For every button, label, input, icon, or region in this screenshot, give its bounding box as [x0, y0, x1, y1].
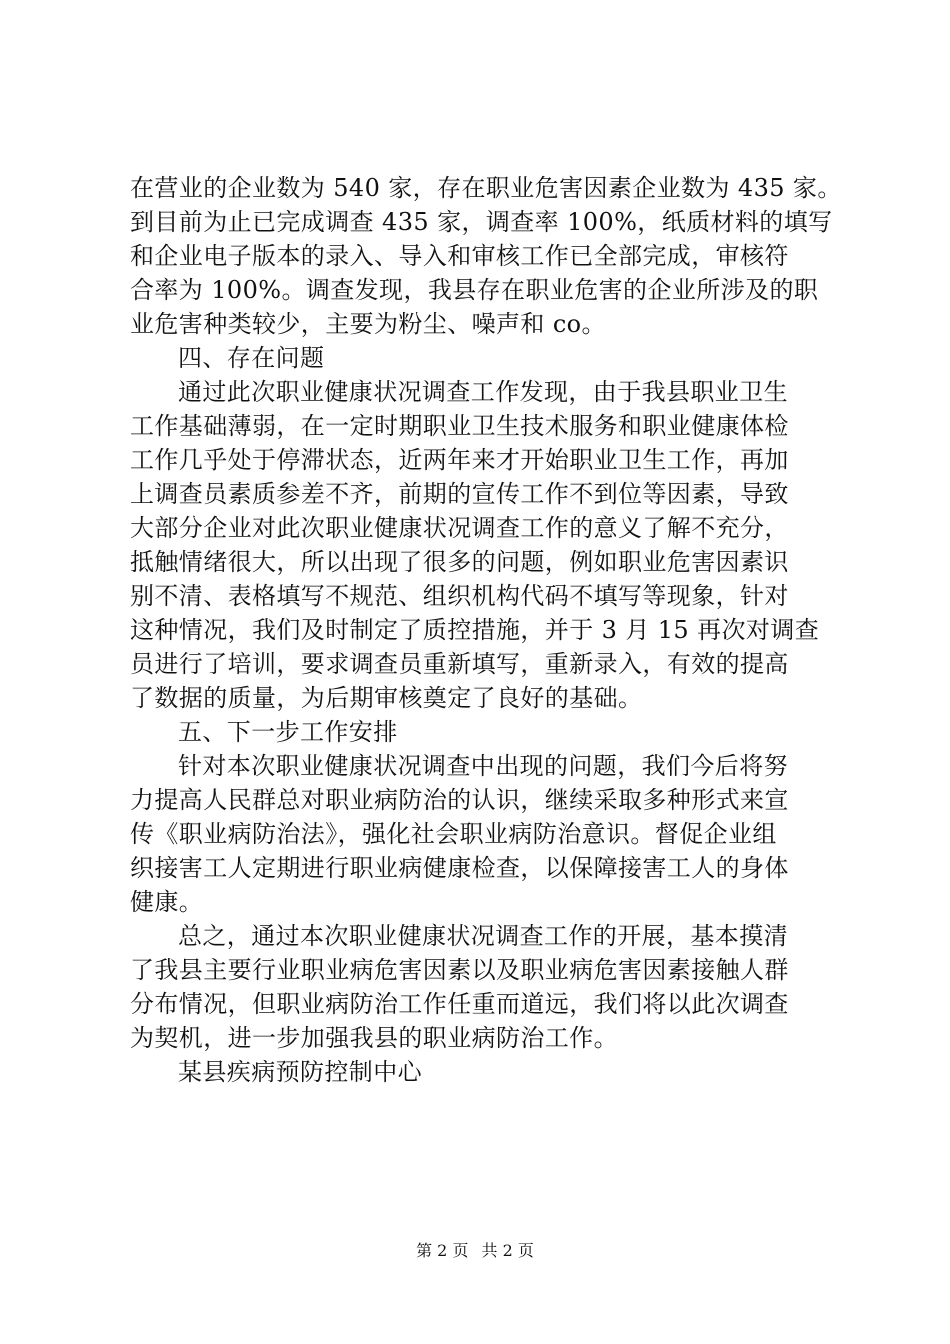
body-line: 大部分企业对此次职业健康状况调查工作的意义了解不充分，	[130, 514, 789, 542]
body-line: 员进行了培训，要求调查员重新填写，重新录入，有效的提高	[130, 650, 789, 678]
body-line: 和企业电子版本的录入、导入和审核工作已全部完成，审核符	[130, 242, 789, 270]
body-line: 传《职业病防治法》，强化社会职业病防治意识。督促企业组	[130, 820, 777, 848]
body-line: 针对本次职业健康状况调查中出现的问题，我们今后将努	[178, 752, 788, 780]
body-line: 总之，通过本次职业健康状况调查工作的开展，基本摸清	[178, 922, 788, 950]
body-line: 健康。	[130, 888, 204, 916]
body-line: 上调查员素质参差不齐，前期的宣传工作不到位等因素，导致	[130, 480, 789, 508]
body-line: 在营业的企业数为 540 家，存在职业危害因素企业数为 435 家。	[130, 174, 842, 202]
body-line: 别不清、表格填写不规范、组织机构代码不填写等现象，针对	[130, 582, 789, 610]
signature-org: 某县疾病预防控制中心	[178, 1058, 422, 1086]
body-line: 织接害工人定期进行职业病健康检查，以保障接害工人的身体	[130, 854, 789, 882]
page-footer	[0, 1240, 950, 1262]
section-heading-problems: 四、存在问题	[178, 344, 325, 372]
body-line: 工作几乎处于停滞状态，近两年来才开始职业卫生工作，再加	[130, 446, 789, 474]
body-line: 这种情况，我们及时制定了质控措施，并于 3 月 15 再次对调查	[130, 616, 820, 644]
section-heading-next-steps: 五、下一步工作安排	[178, 718, 398, 746]
body-line: 分布情况，但职业病防治工作任重而道远，我们将以此次调查	[130, 990, 789, 1018]
document-body	[130, 171, 842, 1089]
page-number: 第 2 页	[416, 1241, 469, 1260]
page-total: 共 2 页	[481, 1241, 534, 1260]
body-line: 通过此次职业健康状况调查工作发现，由于我县职业卫生	[178, 378, 788, 406]
body-line: 合率为 100%。调查发现，我县存在职业危害的企业所涉及的职	[130, 276, 819, 304]
body-line: 了我县主要行业职业病危害因素以及职业病危害因素接触人群	[130, 956, 789, 984]
body-line: 业危害种类较少，主要为粉尘、噪声和 co。	[130, 310, 606, 338]
body-line: 抵触情绪很大，所以出现了很多的问题，例如职业危害因素识	[130, 548, 789, 576]
body-line: 了数据的质量，为后期审核奠定了良好的基础。	[130, 684, 643, 712]
body-line: 工作基础薄弱，在一定时期职业卫生技术服务和职业健康体检	[130, 412, 789, 440]
body-line: 力提高人民群总对职业病防治的认识，继续采取多种形式来宣	[130, 786, 789, 814]
body-line: 到目前为止已完成调查 435 家，调查率 100%，纸质材料的填写	[130, 208, 833, 236]
body-line: 为契机，进一步加强我县的职业病防治工作。	[130, 1024, 618, 1052]
